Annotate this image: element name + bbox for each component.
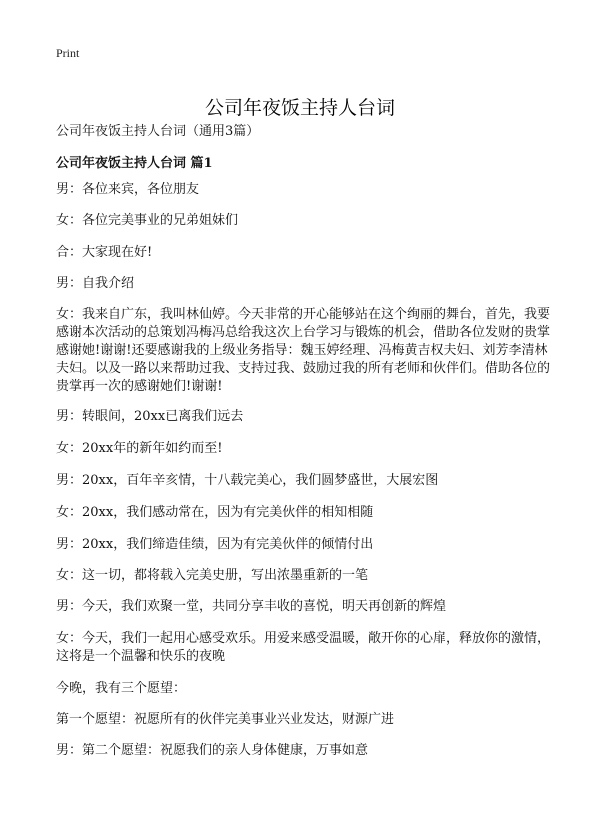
document-subtitle: 公司年夜饭主持人台词（通用3篇） [56,124,260,139]
paragraph: 女：今天，我们一起用心感受欢乐。用爱来感受温暖，敞开你的心扉，释放你的激情，这将是一个温馨和快乐的夜晚 [56,631,551,664]
paragraph: 女：20xx，我们感动常在，因为有完美伙伴的相知相随 [56,505,374,520]
paragraph: 女：我来自广东，我叫林仙婷。今天非常的开心能够站在这个绚丽的舞台，首先，我要感谢本次活动的总策划冯梅冯总给我这次上台学习与锻炼的机会，借助各位发财的贵掌感谢她!谢谢!还要感谢我的上级业务指导：魏玉婷经理、冯梅黄吉权夫妇、刘芳李清林夫妇。以及一路以来帮助过我、支持过我、鼓励过我的所有老师和伙伴们。借助各位的贵掌再一次的感谢她们!谢谢! [56,307,551,394]
paragraph: 男：今天，我们欢聚一堂，共同分享丰收的喜悦，明天再创新的辉煌 [56,599,447,614]
paragraph: 女：各位完美事业的兄弟姐妹们 [56,213,239,228]
paragraph: 男：第二个愿望：祝愿我们的亲人身体健康，万事如意 [56,743,369,758]
document-title: 公司年夜饭主持人台词 [204,96,395,119]
paragraph: 合：大家现在好! [56,245,153,260]
paragraph: 女：20xx年的新年如约而至! [56,441,223,456]
paragraph: 男：自我介绍 [56,276,135,291]
paragraph: 男：转眼间，20xx已离我们远去 [56,409,244,424]
paragraph: 第一个愿望：祝愿所有的伙伴完美事业兴业发达，财源广进 [56,712,395,727]
paragraph: 男：20xx，我们缔造佳绩，因为有完美伙伴的倾情付出 [56,537,374,552]
section-heading: 公司年夜饭主持人台词 篇1 [56,156,213,171]
paragraph: 男：20xx，百年辛亥情，十八载完美心，我们圆梦盛世，大展宏图 [56,473,439,488]
paragraph: 今晚，我有三个愿望： [56,681,187,696]
paragraph: 男：各位来宾，各位朋友 [56,182,200,197]
print-link[interactable]: Print [56,46,80,60]
paragraph: 女：这一切，都将载入完美史册，写出浓墨重新的一笔 [56,568,369,583]
